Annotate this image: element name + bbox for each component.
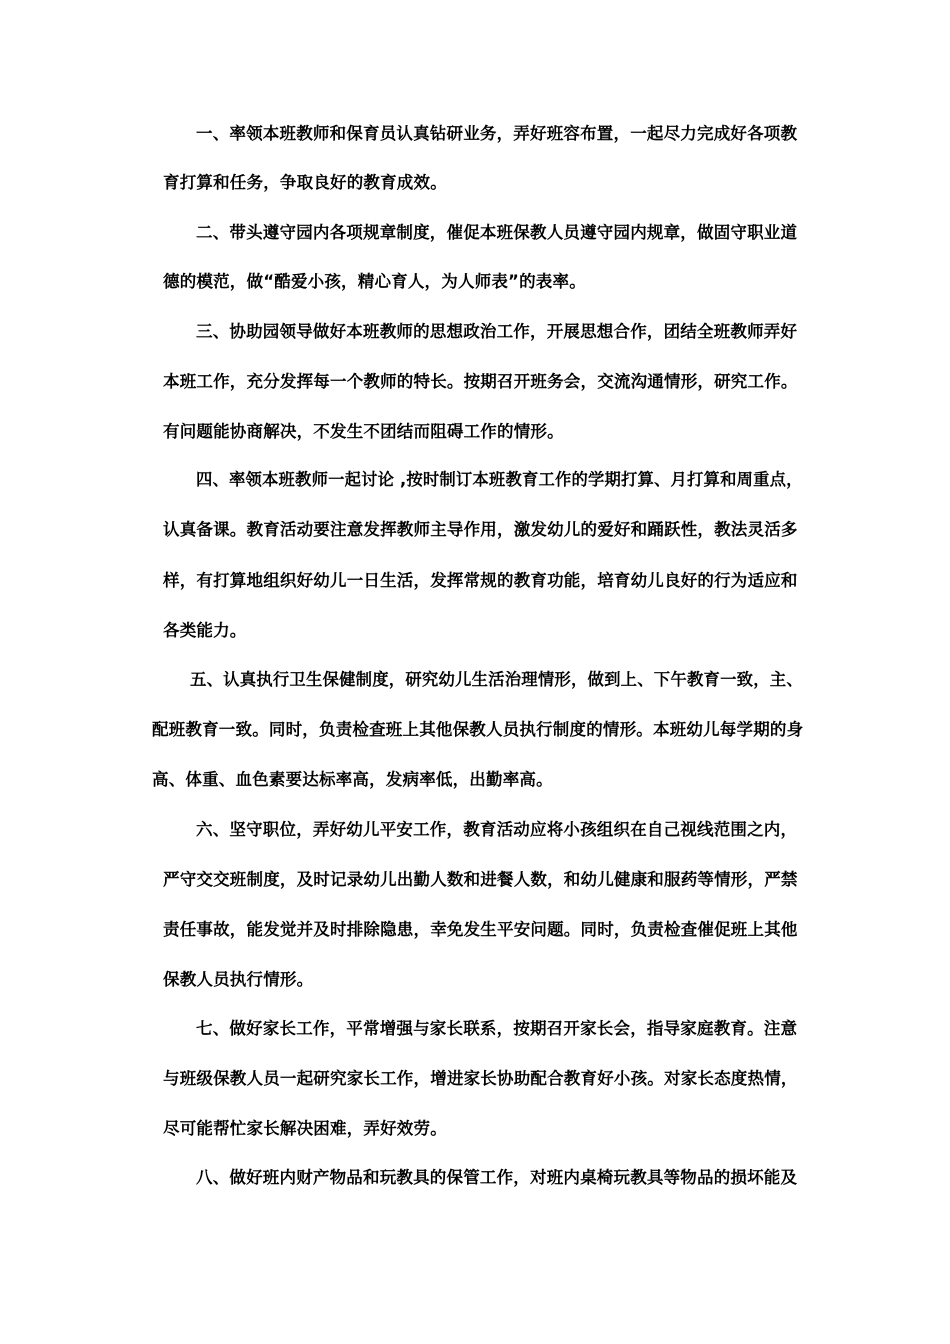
paragraph-line: 高、体重、血色素要达标率高，发病率低，出勤率高。: [152, 770, 553, 789]
paragraph-line: 二、带头遵守园内各项规章制度，催促本班保教人员遵守园内规章，做固守职业道: [196, 223, 798, 242]
paragraph-line: 本班工作，充分发挥每一个教师的特长。按期召开班务会，交流沟通情形，研究工作。: [163, 372, 798, 391]
paragraph-line: 五、认真执行卫生保健制度，研究幼儿生活治理情形，做到上、下午教育一致，主、: [190, 670, 803, 689]
paragraph-line: 配班教育一致。同时，负责检查班上其他保教人员执行制度的情形。本班幼儿每学期的身: [152, 720, 804, 739]
paragraph-line: 三、协助园领导做好本班教师的思想政治工作，开展思想合作，团结全班教师弄好: [196, 322, 798, 341]
paragraph-line: 责任事故，能发觉并及时排除隐患，幸免发生平安问题。同时，负责检查催促班上其他: [163, 920, 798, 939]
paragraph-line: 六、坚守职位，弄好幼儿平安工作，教育活动应将小孩组织在自己视线范围之内，: [196, 820, 798, 839]
paragraph-line: 与班级保教人员一起研究家长工作，增进家长协助配合教育好小孩。对家长态度热情，: [163, 1069, 798, 1088]
paragraph-line: 各类能力。: [163, 621, 247, 640]
paragraph-line: 严守交交班制度，及时记录幼儿出勤人数和进餐人数，和幼儿健康和服药等情形，严禁: [163, 870, 798, 889]
paragraph-line: 八、做好班内财产物品和玩教具的保管工作，对班内桌椅玩教具等物品的损坏能及: [196, 1168, 798, 1187]
paragraph-line: 德的模范，做“酷爱小孩，精心育人，为人师表”的表率。: [163, 272, 586, 291]
paragraph-line: 样，有打算地组织好幼儿一日生活，发挥常规的教育功能，培育幼儿良好的行为适应和: [163, 571, 798, 590]
paragraph-line: 七、做好家长工作，平常增强与家长联系，按期召开家长会，指导家庭教育。注意: [196, 1019, 798, 1038]
paragraph-line: 保教人员执行情形。: [163, 970, 314, 989]
paragraph-line: 认真备课。教育活动要注意发挥教师主导作用，激发幼儿的爱好和踊跃性，教法灵活多: [163, 520, 798, 539]
paragraph-line: 一、率领本班教师和保育员认真钻研业务，弄好班容布置，一起尽力完成好各项教: [196, 124, 798, 143]
paragraph-line: 育打算和任务，争取良好的教育成效。: [163, 173, 447, 192]
paragraph-line: 尽可能帮忙家长解决困难，弄好效劳。: [163, 1119, 447, 1138]
paragraph-line: 有问题能协商解决，不发生不团结而阻碍工作的情形。: [163, 422, 564, 441]
paragraph-line: 四、率领本班教师一起讨论 ,按时制订本班教育工作的学期打算、月打算和周重点，: [196, 470, 803, 489]
